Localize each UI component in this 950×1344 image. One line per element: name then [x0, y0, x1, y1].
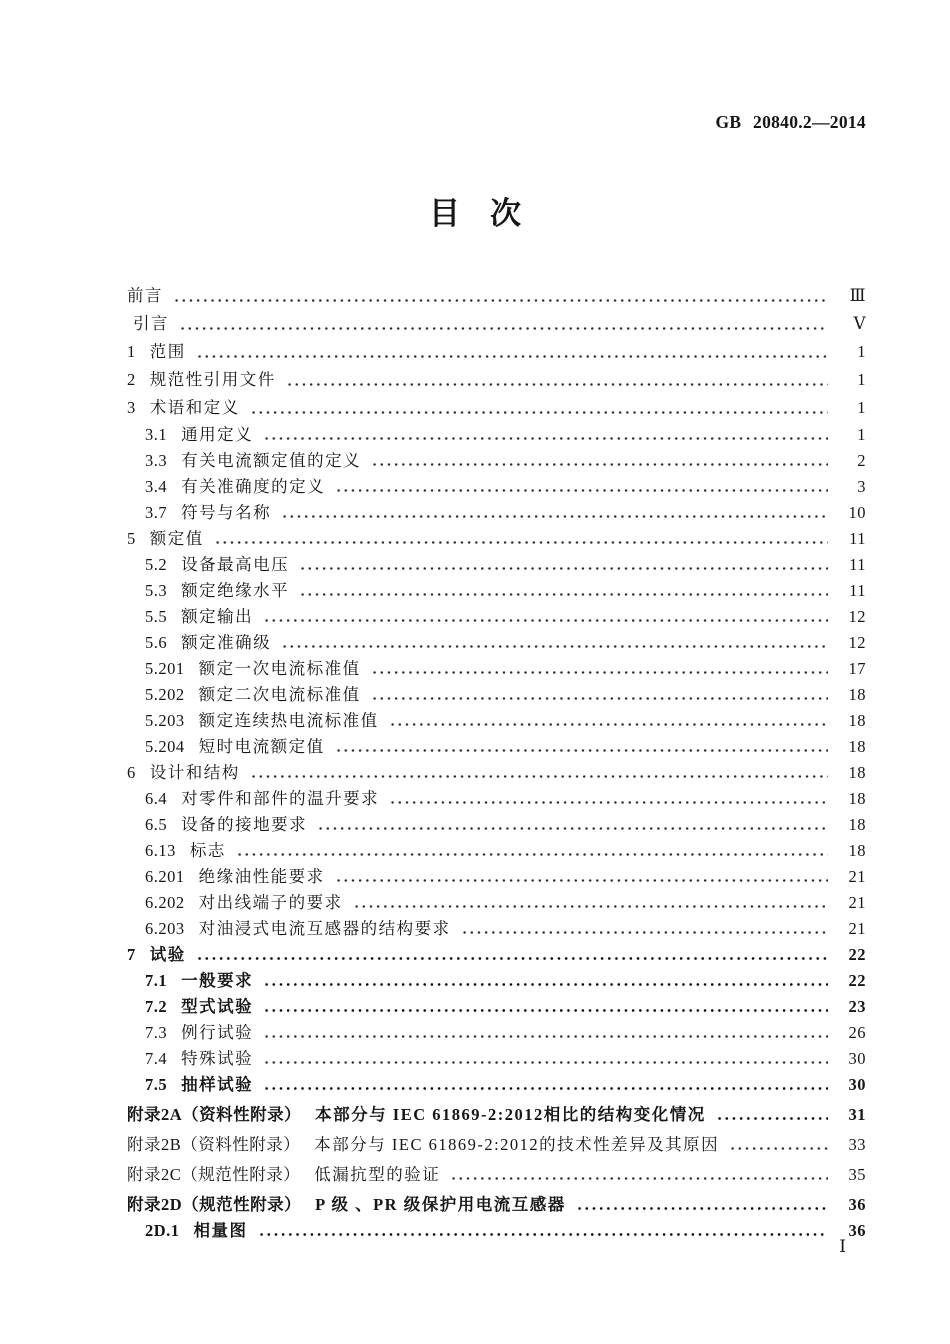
- toc-entry-page: Ⅴ: [853, 314, 866, 333]
- dot-leader: [179, 310, 828, 338]
- toc-entry-number: 1: [127, 342, 136, 361]
- toc-entry-number: 5.202: [145, 685, 185, 704]
- toc-entry-title: 额定准确级: [181, 633, 272, 652]
- toc-entry-number: 7.5: [145, 1075, 168, 1094]
- toc-entry-title: 有关准确度的定义: [181, 477, 326, 496]
- page-number-footer: Ⅰ: [839, 1237, 846, 1256]
- toc-entry-number: 3.1: [145, 425, 168, 444]
- toc-entry-page: 12: [848, 607, 866, 626]
- dot-leader: [317, 812, 828, 838]
- toc-entry-page: 10: [848, 503, 866, 522]
- toc-entry-page: 18: [848, 841, 866, 860]
- toc-entry: [127, 760, 866, 786]
- toc-entry-page: 31: [848, 1105, 866, 1124]
- dot-leader: [335, 864, 828, 890]
- toc-entry-title: 规范性引用文件: [149, 370, 276, 389]
- toc-entry-page: 22: [848, 971, 866, 990]
- toc-entry-page: 33: [848, 1135, 866, 1154]
- dot-leader: [389, 708, 828, 734]
- toc-entry-number: 3.3: [145, 451, 168, 470]
- toc-entry-page: 26: [848, 1023, 866, 1042]
- toc-entry-page: 18: [848, 737, 866, 756]
- toc-entry-title: 额定值: [149, 529, 204, 548]
- toc-entry-number: 7: [127, 945, 136, 964]
- toc-entry: [127, 500, 866, 526]
- dot-leader: [371, 682, 828, 708]
- toc-entry-page: 23: [848, 997, 866, 1016]
- dot-leader: [263, 422, 828, 448]
- toc-entry-title: 短时电流额定值: [198, 737, 325, 756]
- toc-entry-page: 1: [857, 342, 866, 361]
- dot-leader: [299, 578, 828, 604]
- toc-entry-title: 设计和结构: [149, 763, 240, 782]
- toc-entry: [127, 310, 866, 338]
- toc-entry-title: 标志: [189, 841, 226, 860]
- toc-entry: [127, 366, 866, 394]
- toc-entry-number: 附录2A（资料性附录）: [127, 1105, 302, 1124]
- dot-leader: [335, 734, 828, 760]
- toc-entry: [127, 916, 866, 942]
- toc-entry-number: 附录2C（规范性附录）: [127, 1165, 301, 1184]
- dot-leader: [250, 760, 828, 786]
- toc-entry-title: 额定连续热电流标准值: [198, 711, 379, 730]
- toc-entry-page: 2: [857, 451, 866, 470]
- toc-entry-number: 3.7: [145, 503, 168, 522]
- toc-entry: [127, 630, 866, 656]
- page-title-char-2: 次: [490, 196, 521, 231]
- toc-entry-number: 6: [127, 763, 136, 782]
- dot-leader: [461, 916, 828, 942]
- toc-entry-title: 有关电流额定值的定义: [181, 451, 362, 470]
- toc-entry-title: 设备的接地要求: [181, 815, 308, 834]
- toc-entry-number: 6.13: [145, 841, 176, 860]
- dot-leader: [236, 838, 828, 864]
- toc-entry: [127, 1046, 866, 1072]
- toc-entry: [127, 1020, 866, 1046]
- toc-entry-number: 6.202: [145, 893, 185, 912]
- toc-entry: [127, 838, 866, 864]
- toc-entry: [127, 604, 866, 630]
- toc-entry-page: 11: [849, 529, 866, 548]
- toc-entry-number: 7.1: [145, 971, 168, 990]
- dot-leader: [173, 282, 828, 310]
- dot-leader: [196, 338, 828, 366]
- toc-entry-page: 21: [848, 867, 866, 886]
- toc-entry: [127, 338, 866, 366]
- toc-entry: [127, 1218, 866, 1244]
- toc-entry: [127, 526, 866, 552]
- toc-entry-title: 低漏抗型的验证: [314, 1165, 441, 1184]
- toc-entry-page: 36: [848, 1195, 866, 1214]
- toc-entry-title: 绝缘油性能要求: [198, 867, 325, 886]
- toc-entry-page: 18: [848, 763, 866, 782]
- dot-leader: [258, 1218, 828, 1244]
- dot-leader: [263, 1020, 828, 1046]
- toc-entry-title: 设备最高电压: [181, 555, 290, 574]
- toc-entry-title: 额定输出: [181, 607, 254, 626]
- toc-entry-title: 引言: [133, 314, 169, 333]
- toc-entry-page: 3: [857, 477, 866, 496]
- toc-entry-number: 5.6: [145, 633, 168, 652]
- toc-entry-title: 额定绝缘水平: [181, 581, 290, 600]
- toc-entry-number: 5.3: [145, 581, 168, 600]
- toc-entry-title: P 级 、PR 级保护用电流互感器: [315, 1195, 566, 1214]
- dot-leader: [281, 630, 828, 656]
- toc-entry-page: 21: [848, 893, 866, 912]
- toc-entry-title: 本部分与 IEC 61869-2:2012的技术性差异及其原因: [314, 1135, 720, 1154]
- dot-leader: [335, 474, 828, 500]
- page-title-char-1: 目: [429, 196, 460, 231]
- dot-leader: [371, 656, 828, 682]
- toc-entry: [127, 474, 866, 500]
- toc-entry-page: 11: [849, 555, 866, 574]
- dot-leader: [196, 942, 828, 968]
- toc-entry-title: 通用定义: [181, 425, 254, 444]
- dot-leader: [716, 1102, 828, 1128]
- toc-entry-page: 1: [857, 370, 866, 389]
- toc-entry-title: 额定二次电流标准值: [198, 685, 361, 704]
- toc-entry-number: 7.3: [145, 1023, 168, 1042]
- dot-leader: [576, 1192, 828, 1218]
- toc-entry-page: 1: [857, 425, 866, 444]
- toc-entry-title: 对油浸式电流互感器的结构要求: [198, 919, 451, 938]
- toc-entry-title: 型式试验: [181, 997, 254, 1016]
- toc-entry-page: 17: [848, 659, 866, 678]
- toc-entry: [127, 682, 866, 708]
- toc-entry-title: 对出线端子的要求: [198, 893, 343, 912]
- dot-leader: [281, 500, 828, 526]
- toc-entry-title: 前言: [127, 286, 163, 305]
- toc-entry: [127, 786, 866, 812]
- toc-entry-page: 21: [848, 919, 866, 938]
- toc-entry-page: 18: [848, 711, 866, 730]
- toc-entry-title: 符号与名称: [181, 503, 272, 522]
- dot-leader: [729, 1132, 828, 1158]
- toc-entry-page: 30: [848, 1075, 866, 1094]
- toc-entry: [127, 422, 866, 448]
- dot-leader: [263, 1072, 828, 1098]
- toc-entry-title: 抽样试验: [181, 1075, 254, 1094]
- toc-entry-number: 5.204: [145, 737, 185, 756]
- toc-entry-number: 6.4: [145, 789, 168, 808]
- toc-entry-number: 3: [127, 398, 136, 417]
- toc-entry-title: 试验: [149, 945, 186, 964]
- toc-entry-number: 7.4: [145, 1049, 168, 1068]
- toc-entry-title: 相量图: [193, 1221, 248, 1240]
- dot-leader: [286, 366, 828, 394]
- toc-entry: [127, 942, 866, 968]
- dot-leader: [263, 1046, 828, 1072]
- toc-entry: [127, 734, 866, 760]
- toc-entry-number: 6.201: [145, 867, 185, 886]
- dot-leader: [450, 1162, 828, 1188]
- dot-leader: [371, 448, 828, 474]
- dot-leader: [250, 394, 828, 422]
- toc-entry: [127, 578, 866, 604]
- dot-leader: [353, 890, 828, 916]
- toc-entry: [127, 282, 866, 310]
- toc-entry-page: 18: [848, 685, 866, 704]
- toc-entry-number: 6.203: [145, 919, 185, 938]
- toc-entry-number: 附录2D（规范性附录）: [127, 1195, 302, 1214]
- toc-entry: [127, 1072, 866, 1098]
- toc-entry: [127, 394, 866, 422]
- toc-entry-page: Ⅲ: [849, 286, 866, 305]
- toc-entry: [127, 812, 866, 838]
- toc-entry-number: 5.5: [145, 607, 168, 626]
- toc-entry-number: 5.201: [145, 659, 185, 678]
- toc-entry-title: 范围: [149, 342, 186, 361]
- toc-entry: [127, 968, 866, 994]
- toc-entry-page: 22: [848, 945, 866, 964]
- dot-leader: [263, 968, 828, 994]
- dot-leader: [389, 786, 828, 812]
- toc-entry-number: 5.203: [145, 711, 185, 730]
- toc-entry-page: 36: [848, 1221, 866, 1240]
- dot-leader: [214, 526, 828, 552]
- toc-entry: [127, 864, 866, 890]
- toc-entry: [127, 1192, 866, 1218]
- toc-entry-page: 11: [849, 581, 866, 600]
- toc-entry-number: 7.2: [145, 997, 168, 1016]
- toc-entry-page: 35: [848, 1165, 866, 1184]
- toc-entry-page: 18: [848, 789, 866, 808]
- toc-list: [127, 282, 866, 1244]
- toc-entry-page: 1: [857, 398, 866, 417]
- toc-entry-number: 附录2B（资料性附录）: [127, 1135, 301, 1154]
- toc-entry-page: 18: [848, 815, 866, 834]
- toc-entry-title: 一般要求: [181, 971, 254, 990]
- toc-entry: [127, 994, 866, 1020]
- page-title: [0, 188, 950, 233]
- toc-entry-title: 对零件和部件的温升要求: [181, 789, 380, 808]
- toc-entry: [127, 1102, 866, 1128]
- toc-entry-title: 额定一次电流标准值: [198, 659, 361, 678]
- toc-entry-title: 术语和定义: [149, 398, 240, 417]
- dot-leader: [263, 994, 828, 1020]
- toc-entry-title: 例行试验: [181, 1023, 254, 1042]
- toc-entry: [127, 708, 866, 734]
- toc-entry: [127, 656, 866, 682]
- toc-entry-number: 3.4: [145, 477, 168, 496]
- toc-entry: [127, 448, 866, 474]
- toc-entry: [127, 890, 866, 916]
- toc-entry: [127, 552, 866, 578]
- toc-entry-title: 本部分与 IEC 61869-2:2012相比的结构变化情况: [315, 1105, 706, 1124]
- dot-leader: [299, 552, 828, 578]
- toc-entry-number: 2D.1: [145, 1221, 180, 1240]
- toc-entry-number: 2: [127, 370, 136, 389]
- toc-entry-number: 6.5: [145, 815, 168, 834]
- toc-entry-page: 30: [848, 1049, 866, 1068]
- toc-entry: [127, 1162, 866, 1188]
- dot-leader: [263, 604, 828, 630]
- toc-entry-number: 5.2: [145, 555, 168, 574]
- toc-entry: [127, 1132, 866, 1158]
- standard-number: GB 20840.2—2014: [715, 112, 866, 132]
- toc-entry-number: 5: [127, 529, 136, 548]
- toc-entry-page: 12: [848, 633, 866, 652]
- toc-entry-title: 特殊试验: [181, 1049, 254, 1068]
